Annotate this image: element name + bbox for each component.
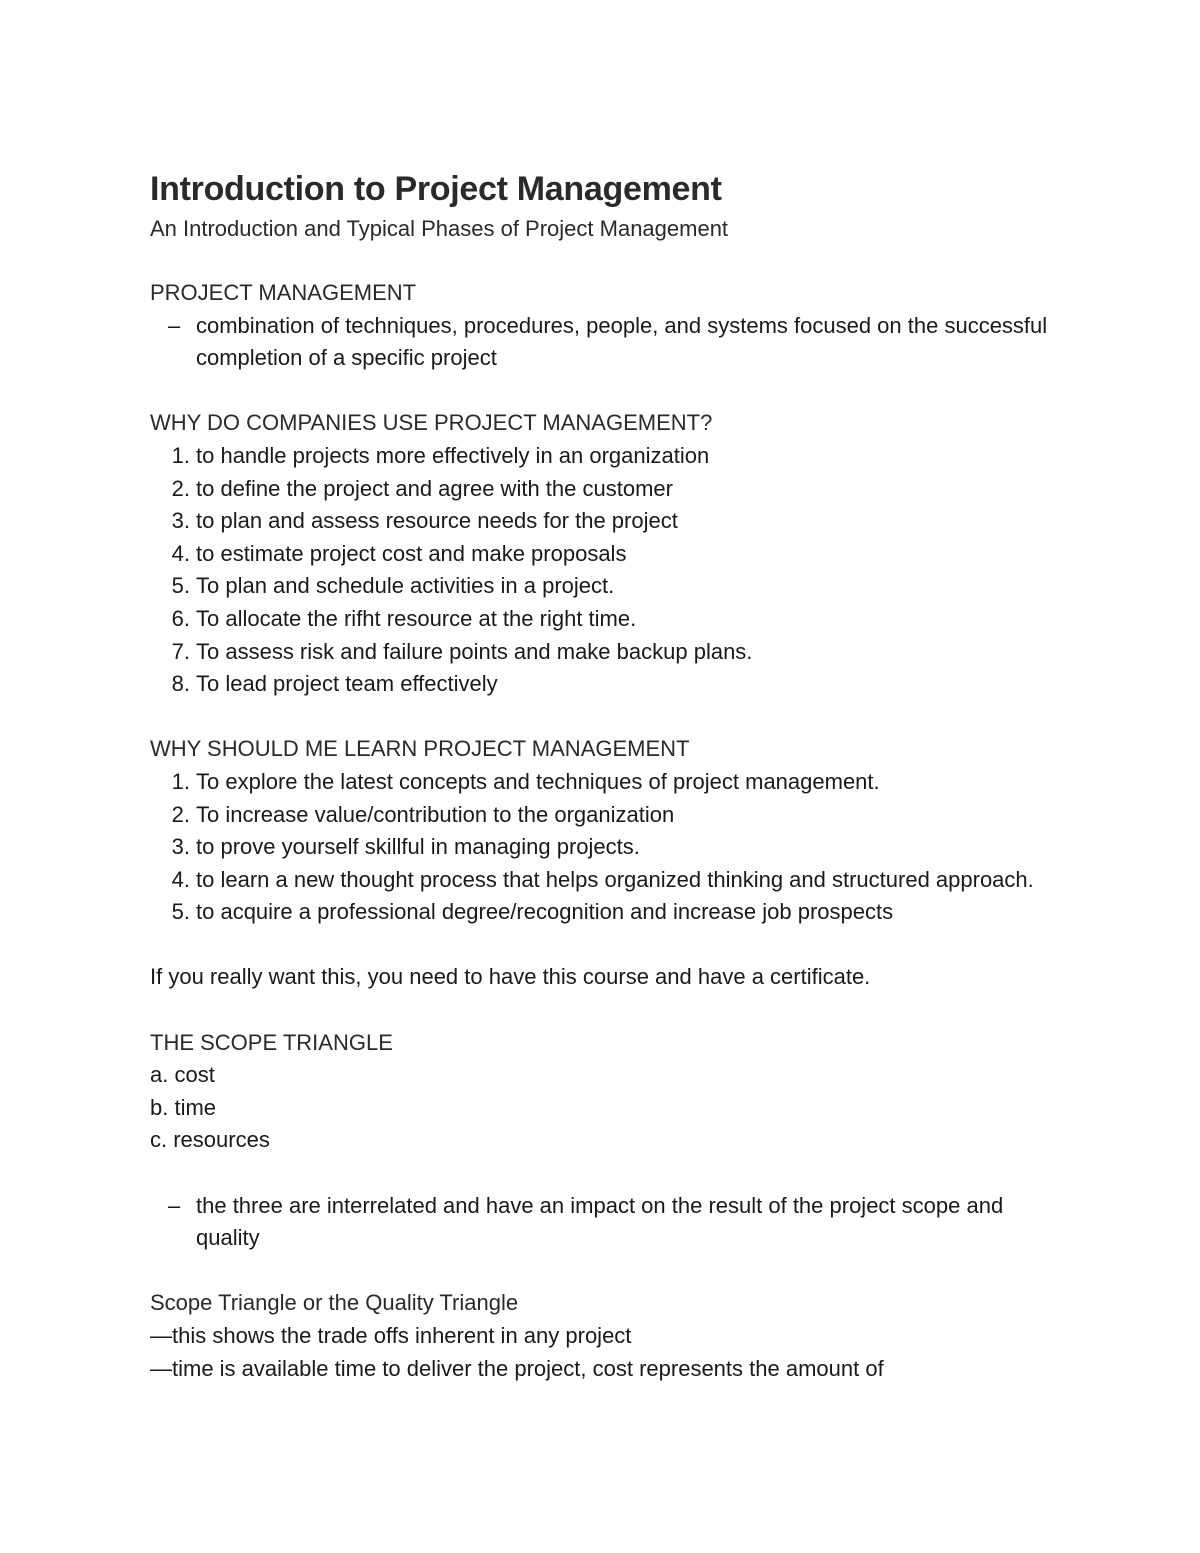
- quality-line: —time is available time to deliver the project, cost represents the amount of: [150, 1355, 884, 1381]
- list-item-text: To explore the latest concepts and techniques of project management.: [196, 768, 880, 794]
- list-item-text: To plan and schedule activities in a project.: [196, 573, 615, 599]
- document-title: Introduction to Project Management: [150, 170, 722, 208]
- document-subtitle: An Introduction and Typical Phases of Project Management: [150, 216, 729, 241]
- section-heading-why-learn: WHY SHOULD ME LEARN PROJECT MANAGEMENT: [150, 736, 690, 762]
- certificate-paragraph: If you really want this, you need to have this course and have a certificate.: [150, 964, 871, 990]
- list-number: 4.: [171, 866, 190, 892]
- list-number: 5.: [171, 573, 190, 599]
- list-number: 1.: [171, 442, 190, 468]
- definition-item: [150, 310, 1056, 375]
- list-item: [150, 799, 1050, 832]
- definition-text: combination of techniques, procedures, people, and systems focused on the successful completion of a specific project: [196, 312, 1048, 371]
- list-item: [150, 668, 1050, 701]
- dash-marker: –: [168, 312, 181, 338]
- list-item-text: To allocate the rifht resource at the right time.: [196, 605, 637, 631]
- list-item: [150, 538, 1050, 571]
- list-number: 8.: [171, 671, 190, 697]
- list-item: [150, 831, 1050, 864]
- list-item-text: to estimate project cost and make proposals: [196, 540, 627, 566]
- list-item-text: to handle projects more effectively in an organization: [196, 442, 710, 468]
- companies-reasons-list: [150, 440, 1050, 701]
- scope-item-time: b. time: [150, 1094, 217, 1120]
- list-number: 3.: [171, 834, 190, 860]
- scope-item-cost: a. cost: [150, 1062, 215, 1088]
- list-item: [150, 473, 1050, 506]
- list-number: 4.: [171, 540, 190, 566]
- dash-marker: –: [168, 1192, 181, 1218]
- list-item: [150, 440, 1050, 473]
- list-item: [150, 636, 1050, 669]
- list-item-text: to prove yourself skillful in managing projects.: [196, 834, 640, 860]
- list-number: 3.: [171, 508, 190, 534]
- list-item-text: to define the project and agree with the customer: [196, 475, 673, 501]
- list-item: [150, 766, 1050, 799]
- list-item: [150, 864, 1056, 897]
- list-item-text: to acquire a professional degree/recognition and increase job prospects: [196, 899, 894, 925]
- list-item: [150, 603, 1050, 636]
- list-number: 1.: [171, 768, 190, 794]
- list-number: 7.: [171, 638, 190, 664]
- list-item: [150, 896, 1050, 929]
- list-item: [150, 570, 1050, 603]
- list-number: 2.: [171, 475, 190, 501]
- list-item-text: To assess risk and failure points and make backup plans.: [196, 638, 753, 664]
- list-item-text: to learn a new thought process that helps organized thinking and structured approach.: [196, 866, 1034, 892]
- section-heading-scope-triangle: THE SCOPE TRIANGLE: [150, 1029, 393, 1055]
- list-item-text: To lead project team effectively: [196, 671, 498, 697]
- scope-item-resources: c. resources: [150, 1127, 270, 1153]
- section-heading-why-companies: WHY DO COMPANIES USE PROJECT MANAGEMENT?: [150, 410, 713, 436]
- learning-reasons-list: [150, 766, 1050, 929]
- list-item-text: To increase value/contribution to the organization: [196, 801, 675, 827]
- section-heading-quality-triangle: Scope Triangle or the Quality Triangle: [150, 1290, 519, 1316]
- quality-line: —this shows the trade offs inherent in any project: [150, 1323, 632, 1348]
- list-item: [150, 505, 1050, 538]
- document-page: [150, 165, 1050, 1385]
- list-number: 5.: [171, 899, 190, 925]
- list-item-text: to plan and assess resource needs for the project: [196, 508, 678, 534]
- list-number: 2.: [171, 801, 190, 827]
- section-heading-project-management: PROJECT MANAGEMENT: [150, 280, 417, 305]
- scope-note-item: [150, 1190, 1056, 1255]
- scope-note-text: the three are interrelated and have an impact on the result of the project scope and quality: [196, 1192, 1004, 1251]
- list-number: 6.: [171, 605, 190, 631]
